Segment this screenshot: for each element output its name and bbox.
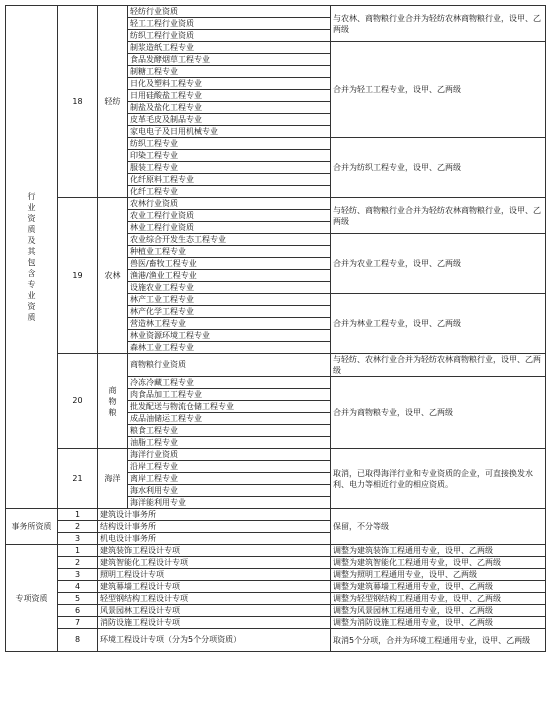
table-row [6, 509, 546, 521]
qualification-name: 种植业工程专业 [128, 246, 331, 258]
qualification-name: 农业工程行业资质 [128, 210, 331, 222]
category-special-cell [6, 545, 58, 652]
special-name: 照明工程设计专项 [98, 569, 331, 581]
special-name: 风景园林工程设计专项 [98, 605, 331, 617]
adjustment-note: 与轻纺、商物粮行业合并为轻纺农林商物粮行业，设甲、乙两级 [331, 198, 546, 234]
qualification-name: 轻纺行业资质 [128, 6, 331, 18]
qualification-name: 日化及塑料工程专业 [128, 78, 331, 90]
special-note: 调整为风景园林工程通用专业，设甲、乙两级 [331, 605, 546, 617]
table-row [6, 545, 546, 557]
adjustment-note: 合并为农业工程专业，设甲、乙两级 [331, 234, 546, 294]
firm-number: 3 [58, 533, 98, 545]
qualification-name: 成品油储运工程专业 [128, 413, 331, 425]
special-name: 轻型钢结构工程设计专项 [98, 593, 331, 605]
qualification-name: 皮革毛皮及制品专业 [128, 114, 331, 126]
qualification-name: 林产化学工程专业 [128, 306, 331, 318]
special-number: 1 [58, 545, 98, 557]
firm-name: 建筑设计事务所 [98, 509, 331, 521]
adjustment-note: 与轻纺、农林行业合并为轻纺农林商物粮行业，设甲、乙两级 [331, 354, 546, 377]
category-firm-cell [6, 509, 58, 545]
qualification-name: 轻工工程行业资质 [128, 18, 331, 30]
qualification-name: 家电电子及日用机械专业 [128, 126, 331, 138]
qualification-name: 海洋能利用专业 [128, 497, 331, 509]
special-number: 4 [58, 581, 98, 593]
firm-name: 机电设计事务所 [98, 533, 331, 545]
qualification-name: 沿岸工程专业 [128, 461, 331, 473]
special-note: 调整为建筑幕墙工程通用专业，设甲、乙两级 [331, 581, 546, 593]
qualification-name: 海洋行业资质 [128, 449, 331, 461]
adjustment-note: 合并为商物粮专业，设甲、乙两级 [331, 377, 546, 449]
qualification-name: 林业工程行业资质 [128, 222, 331, 234]
qualification-name: 纺织工程专业 [128, 138, 331, 150]
category-industry-label: 行业资质及其包含专业资质 [27, 192, 36, 322]
industry-name: 轻纺 [104, 97, 121, 106]
qualification-name: 森林工业工程专业 [128, 342, 331, 354]
industry-name: 农林 [104, 271, 121, 280]
qualification-name: 印染工程专业 [128, 150, 331, 162]
qualification-name: 营造林工程专业 [128, 318, 331, 330]
qualification-name: 林产工业工程专业 [128, 294, 331, 306]
special-name: 消防设施工程设计专项 [98, 617, 331, 629]
qualification-name: 食品发酵烟草工程专业 [128, 54, 331, 66]
special-note: 取消5个分项，合并为环境工程通用专业，设甲、乙两级 [331, 629, 546, 652]
adjustment-note: 合并为纺织工程专业，设甲、乙两级 [331, 138, 546, 198]
table-row [6, 605, 546, 617]
industry-number: 18 [58, 6, 98, 198]
special-name: 建筑智能化工程设计专项 [98, 557, 331, 569]
special-name: 环境工程设计专项（分为5个分项资质） [98, 629, 331, 652]
table-row [6, 6, 546, 18]
industry-name-cell [98, 449, 128, 509]
special-note: 调整为建筑智能化工程通用专业，设甲、乙两级 [331, 557, 546, 569]
special-number: 8 [58, 629, 98, 652]
firm-number: 2 [58, 521, 98, 533]
qualification-name: 商物粮行业资质 [128, 354, 331, 377]
qualification-name: 设施农业工程专业 [128, 282, 331, 294]
qualification-name: 纺织工程行业资质 [128, 30, 331, 42]
qualification-name: 油脂工程专业 [128, 437, 331, 449]
industry-number: 21 [58, 449, 98, 509]
table-row [6, 581, 546, 593]
table-row [6, 198, 546, 210]
qualification-name: 离岸工程专业 [128, 473, 331, 485]
special-name: 建筑装饰工程设计专项 [98, 545, 331, 557]
adjustment-note: 合并为林业工程专业，设甲、乙两级 [331, 294, 546, 354]
industry-name-cell [98, 354, 128, 449]
industry-name-cell [98, 6, 128, 198]
adjustment-note: 与农林、商物粮行业合并为轻纺农林商物粮行业，设甲、乙两级 [331, 6, 546, 42]
special-name: 建筑幕墙工程设计专项 [98, 581, 331, 593]
qualification-name: 林业资源环境工程专业 [128, 330, 331, 342]
special-note: 调整为消防设施工程通用专业，设甲、乙两级 [331, 617, 546, 629]
table-row [6, 449, 546, 461]
adjustment-note: 合并为轻工工程专业，设甲、乙两级 [331, 42, 546, 138]
industry-name-cell [98, 198, 128, 354]
category-firm-label: 事务所资质 [11, 522, 52, 531]
special-note: 调整为轻型钢结构工程通用专业，设甲、乙两级 [331, 593, 546, 605]
firm-name: 结构设计事务所 [98, 521, 331, 533]
industry-name: 商物粮 [108, 385, 117, 417]
industry-number: 19 [58, 198, 98, 354]
industry-number: 20 [58, 354, 98, 449]
special-note: 调整为照明工程通用专业，设甲、乙两级 [331, 569, 546, 581]
qualification-table [5, 5, 546, 652]
qualification-name: 制盐及盐化工程专业 [128, 102, 331, 114]
category-special-label: 专项资质 [15, 593, 48, 603]
special-note: 调整为建筑装饰工程通用专业，设甲、乙两级 [331, 545, 546, 557]
qualification-name: 化纤原料工程专业 [128, 174, 331, 186]
industry-name: 海洋 [104, 474, 121, 483]
qualification-name: 兽医/畜牧工程专业 [128, 258, 331, 270]
qualification-name: 海水利用专业 [128, 485, 331, 497]
qualification-name: 化纤工程专业 [128, 186, 331, 198]
special-number: 3 [58, 569, 98, 581]
qualification-name: 肉食品加工工程专业 [128, 389, 331, 401]
special-number: 7 [58, 617, 98, 629]
table-row [6, 569, 546, 581]
special-number: 2 [58, 557, 98, 569]
qualification-name: 制浆造纸工程专业 [128, 42, 331, 54]
firm-note: 保留，不分等级 [331, 509, 546, 545]
table-row [6, 557, 546, 569]
qualification-name: 粮食工程专业 [128, 425, 331, 437]
table-row [6, 354, 546, 377]
qualification-name: 农业综合开发生态工程专业 [128, 234, 331, 246]
qualification-name: 制糖工程专业 [128, 66, 331, 78]
qualification-name: 冷冻冷藏工程专业 [128, 377, 331, 389]
table-row [6, 593, 546, 605]
adjustment-note: 取消，已取得海洋行业和专业资质的企业，可直接换发水利、电力等相近行业的相应资质。 [331, 449, 546, 509]
qualification-name: 服装工程专业 [128, 162, 331, 174]
category-industry-cell [6, 6, 58, 509]
qualification-name: 批发配送与物流仓储工程专业 [128, 401, 331, 413]
qualification-name: 农林行业资质 [128, 198, 331, 210]
table-row [6, 617, 546, 629]
firm-number: 1 [58, 509, 98, 521]
special-number: 6 [58, 605, 98, 617]
qualification-name: 渔港/渔业工程专业 [128, 270, 331, 282]
table-row [6, 629, 546, 652]
special-number: 5 [58, 593, 98, 605]
qualification-name: 日用硅酸盐工程专业 [128, 90, 331, 102]
